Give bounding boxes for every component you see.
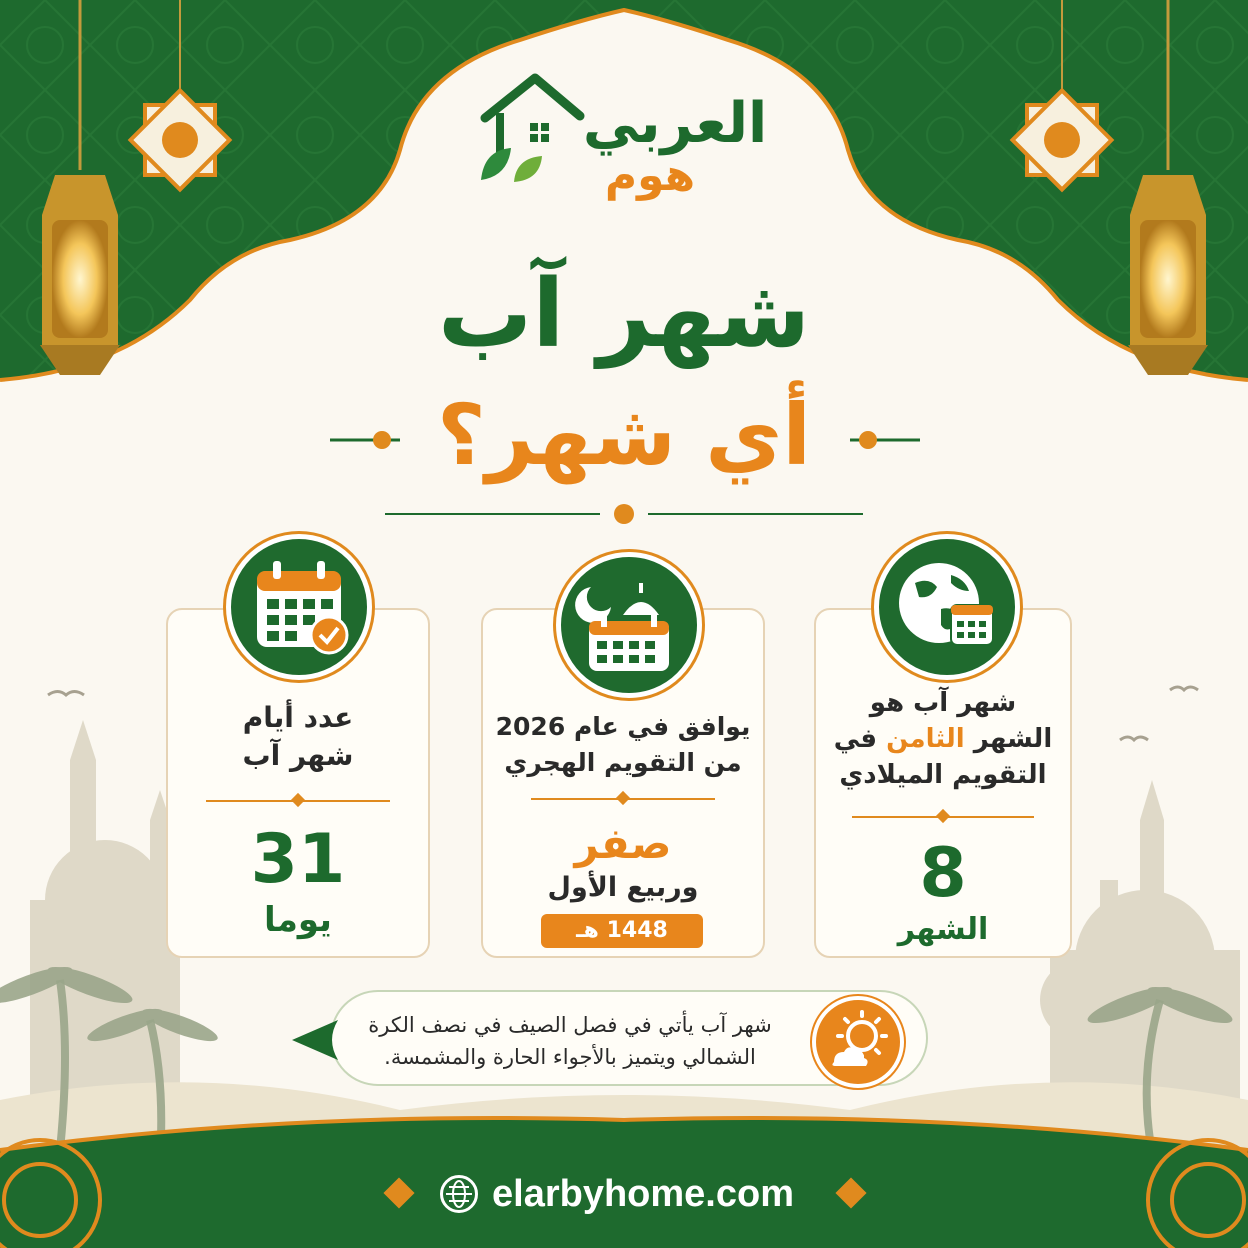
brand-name: العربي xyxy=(582,91,768,156)
brand-subname: هوم xyxy=(604,150,696,201)
days-unit: يوما xyxy=(264,900,332,940)
note-line1: شهر آب يأتي في فصل الصيف في نصف الكرة xyxy=(368,1013,772,1037)
gregorian-label-line3: التقويم الميلادي xyxy=(839,760,1047,790)
days-value: 31 xyxy=(250,820,346,899)
note-line2: الشمالي ويتميز بالأجواء الحارة والمشمسة. xyxy=(384,1045,756,1069)
leaves-icon xyxy=(476,140,546,188)
card-divider xyxy=(206,800,390,802)
hijri-year-badge: 1448 هـ xyxy=(541,914,703,948)
hijri-value: صفر xyxy=(574,819,672,868)
page-subtitle: أي شهر؟ xyxy=(436,386,812,484)
note-pointer xyxy=(292,1018,342,1062)
calendar-check-icon xyxy=(226,534,372,680)
page-title: شهر آب xyxy=(437,260,811,369)
hijri-label-line1: يوافق في عام 2026 xyxy=(495,712,751,741)
gregorian-value: 8 xyxy=(919,834,967,913)
gregorian-label-line2 xyxy=(816,722,1070,756)
website-link[interactable]: elarbyhome.com xyxy=(492,1173,794,1215)
days-label-line1: عدد أيام xyxy=(242,701,354,734)
hijri-label-line2: من التقويم الهجري xyxy=(504,748,742,777)
days-label-line2: شهر آب xyxy=(242,739,354,772)
mosque-calendar-icon xyxy=(556,552,702,698)
globe-calendar-icon xyxy=(874,534,1020,680)
gregorian-label-suffix: في xyxy=(833,724,878,754)
globe-icon xyxy=(440,1175,478,1213)
gregorian-label-highlight: الثامن xyxy=(886,724,965,754)
sun-cloud-icon xyxy=(812,996,904,1088)
gregorian-label-prefix: الشهر xyxy=(973,724,1053,754)
card-divider xyxy=(852,816,1034,818)
card-divider xyxy=(531,798,715,800)
hijri-value-line2: وربيع الأول xyxy=(547,872,699,903)
gregorian-unit: الشهر xyxy=(897,912,989,947)
gregorian-label-line1: شهر آب هو xyxy=(869,688,1017,718)
